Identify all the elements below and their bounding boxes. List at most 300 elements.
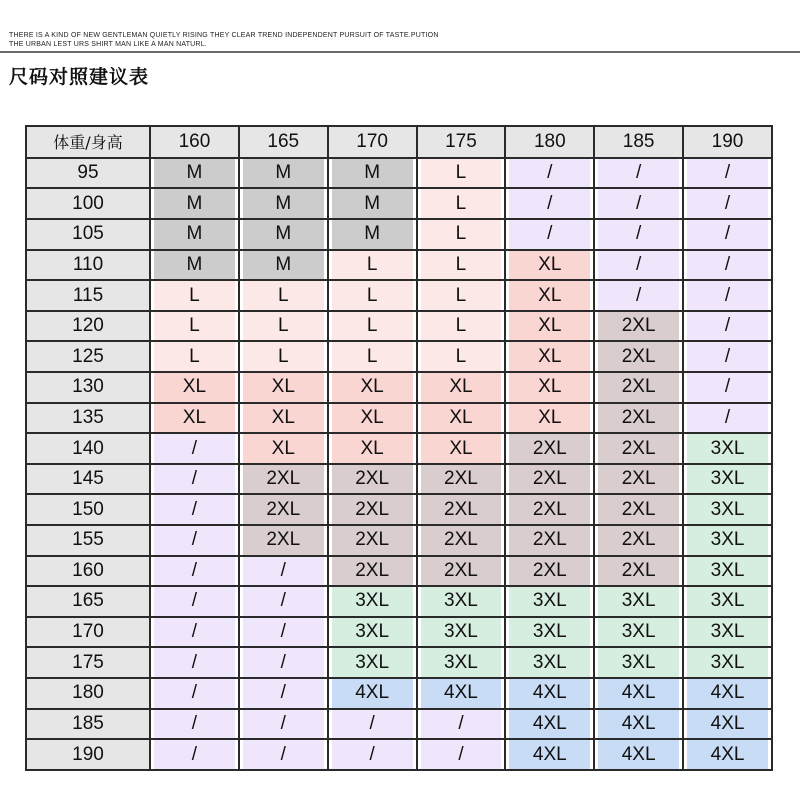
size-cell (683, 617, 772, 648)
size-value: M (243, 159, 324, 188)
size-cell (505, 158, 594, 189)
size-cell (328, 678, 417, 709)
header-divider (0, 51, 800, 53)
size-cell (239, 280, 328, 311)
table-row (26, 311, 772, 342)
weight-header (26, 158, 150, 189)
size-cell (150, 280, 239, 311)
weight-header (26, 464, 150, 495)
size-value: 3XL (509, 648, 590, 677)
size-cell (683, 311, 772, 342)
size-value: L (421, 342, 502, 371)
weight-header (26, 586, 150, 617)
table-row (26, 403, 772, 434)
size-value: 3XL (332, 648, 413, 677)
size-cell (417, 433, 506, 464)
size-cell (150, 494, 239, 525)
header-row (26, 126, 772, 158)
size-value: M (243, 189, 324, 218)
height-header (417, 126, 506, 158)
size-cell (505, 311, 594, 342)
table-row (26, 739, 772, 770)
size-cell (594, 403, 683, 434)
size-cell (417, 709, 506, 740)
size-value: XL (332, 434, 413, 463)
size-cell (239, 494, 328, 525)
size-cell (417, 250, 506, 281)
size-value: / (687, 220, 768, 249)
size-cell (683, 250, 772, 281)
size-cell (683, 219, 772, 250)
size-cell (594, 280, 683, 311)
size-cell (505, 403, 594, 434)
size-value: / (598, 189, 679, 218)
size-cell (328, 433, 417, 464)
size-value: 4XL (598, 679, 679, 708)
table-row (26, 556, 772, 587)
table-row (26, 647, 772, 678)
size-value: 4XL (332, 679, 413, 708)
height-label: 160 (178, 130, 211, 152)
size-value: / (243, 648, 324, 677)
size-cell (328, 494, 417, 525)
size-value: L (421, 159, 502, 188)
size-cell (150, 158, 239, 189)
size-cell (683, 494, 772, 525)
size-value: M (243, 251, 324, 280)
size-cell (417, 158, 506, 189)
height-header (328, 126, 417, 158)
table-row (26, 341, 772, 372)
size-value: / (687, 189, 768, 218)
weight-header (26, 494, 150, 525)
weight-header (26, 709, 150, 740)
size-value: M (332, 189, 413, 218)
size-cell (239, 219, 328, 250)
weight-label: 165 (72, 590, 104, 612)
size-cell (417, 219, 506, 250)
size-cell (328, 556, 417, 587)
size-cell (417, 372, 506, 403)
table-row (26, 280, 772, 311)
table-row (26, 250, 772, 281)
weight-label: 100 (72, 192, 104, 214)
weight-label: 115 (72, 284, 104, 306)
size-value: M (332, 159, 413, 188)
size-value: XL (332, 404, 413, 433)
size-value: 3XL (421, 618, 502, 647)
size-cell (150, 617, 239, 648)
size-cell (683, 433, 772, 464)
size-cell (417, 739, 506, 770)
tagline-line-2: THE URBAN LEST URS SHIRT MAN LIKE A MAN NATURL. (9, 41, 207, 48)
size-cell (150, 372, 239, 403)
table-row (26, 464, 772, 495)
size-value: L (421, 220, 502, 249)
size-cell (505, 433, 594, 464)
size-cell (150, 219, 239, 250)
size-cell (150, 403, 239, 434)
size-value: XL (332, 373, 413, 402)
size-cell (239, 403, 328, 434)
size-cell (150, 250, 239, 281)
corner-header (26, 126, 150, 158)
size-value: 3XL (687, 495, 768, 524)
size-value: 4XL (687, 710, 768, 739)
size-value: 2XL (598, 312, 679, 341)
size-value: XL (154, 404, 235, 433)
weight-header (26, 219, 150, 250)
size-cell (505, 188, 594, 219)
size-cell (683, 586, 772, 617)
size-value: XL (421, 434, 502, 463)
size-cell (239, 586, 328, 617)
size-value: L (243, 312, 324, 341)
weight-label: 185 (72, 712, 104, 734)
size-value: / (154, 710, 235, 739)
weight-header (26, 341, 150, 372)
size-value: 3XL (687, 526, 768, 555)
size-cell (417, 678, 506, 709)
size-value: 3XL (598, 648, 679, 677)
size-cell (505, 617, 594, 648)
size-cell (239, 678, 328, 709)
height-header (683, 126, 772, 158)
size-value: L (332, 251, 413, 280)
size-cell (594, 158, 683, 189)
size-cell (239, 617, 328, 648)
size-value: 3XL (687, 557, 768, 586)
table-row (26, 219, 772, 250)
table-row (26, 617, 772, 648)
size-value: M (154, 251, 235, 280)
size-value: 2XL (421, 465, 502, 494)
size-cell (417, 280, 506, 311)
table-row (26, 525, 772, 556)
size-value: XL (509, 342, 590, 371)
size-cell (239, 556, 328, 587)
size-cell (594, 188, 683, 219)
table-row (26, 158, 772, 189)
size-cell (150, 464, 239, 495)
size-cell (328, 647, 417, 678)
size-cell (328, 341, 417, 372)
size-cell (417, 617, 506, 648)
size-value: 4XL (509, 679, 590, 708)
size-cell (594, 372, 683, 403)
size-cell (328, 311, 417, 342)
size-value: 4XL (598, 710, 679, 739)
size-value: / (509, 189, 590, 218)
table-row (26, 372, 772, 403)
size-cell (683, 372, 772, 403)
size-value: 4XL (687, 679, 768, 708)
size-cell (239, 647, 328, 678)
weight-label: 110 (72, 253, 104, 275)
size-cell (683, 525, 772, 556)
size-value: / (421, 710, 502, 739)
weight-header (26, 250, 150, 281)
size-value: 2XL (598, 373, 679, 402)
size-cell (505, 678, 594, 709)
tagline-line-1: THERE IS A KIND OF NEW GENTLEMAN QUIETLY RISING THEY CLEAR TREND INDEPENDENT PURSUIT OF TASTE.PUTION (9, 32, 439, 39)
size-cell (239, 709, 328, 740)
size-value: 3XL (687, 434, 768, 463)
size-value: / (154, 557, 235, 586)
height-label: 165 (267, 130, 300, 152)
size-cell (150, 739, 239, 770)
size-cell (505, 709, 594, 740)
size-value: / (243, 710, 324, 739)
size-value: XL (509, 251, 590, 280)
page-title: 尺码对照建议表 (9, 66, 150, 88)
weight-label: 130 (72, 376, 104, 398)
size-cell (150, 433, 239, 464)
size-cell (328, 464, 417, 495)
weight-header (26, 647, 150, 678)
size-cell (594, 739, 683, 770)
size-value: 2XL (598, 495, 679, 524)
size-cell (417, 525, 506, 556)
size-cell (239, 158, 328, 189)
corner-label: 体重/身高 (53, 133, 123, 153)
size-cell (328, 372, 417, 403)
size-value: XL (509, 312, 590, 341)
size-value: XL (509, 404, 590, 433)
size-value: / (687, 281, 768, 310)
size-cell (683, 158, 772, 189)
height-label: 190 (711, 130, 744, 152)
size-value: 3XL (509, 587, 590, 616)
size-cell (594, 525, 683, 556)
size-value: 2XL (509, 495, 590, 524)
weight-header (26, 617, 150, 648)
table-row (26, 188, 772, 219)
size-chart-table (25, 125, 773, 771)
size-value: 2XL (598, 404, 679, 433)
size-value: XL (243, 404, 324, 433)
weight-label: 105 (72, 223, 104, 245)
size-value: XL (421, 404, 502, 433)
size-value: 2XL (332, 557, 413, 586)
size-cell (594, 617, 683, 648)
size-value: 4XL (598, 740, 679, 769)
size-value: L (332, 312, 413, 341)
size-cell (239, 464, 328, 495)
table-row (26, 494, 772, 525)
size-cell (594, 341, 683, 372)
size-value: 4XL (509, 740, 590, 769)
size-cell (239, 250, 328, 281)
weight-label: 145 (72, 468, 104, 490)
size-value: L (421, 251, 502, 280)
size-cell (239, 433, 328, 464)
size-cell (150, 188, 239, 219)
size-value: / (154, 679, 235, 708)
size-cell (594, 494, 683, 525)
size-value: L (421, 189, 502, 218)
size-value: 2XL (598, 465, 679, 494)
size-value: 4XL (687, 740, 768, 769)
table-row (26, 586, 772, 617)
size-value: / (687, 251, 768, 280)
size-value: / (154, 495, 235, 524)
size-cell (417, 311, 506, 342)
size-cell (328, 219, 417, 250)
size-value: 2XL (509, 557, 590, 586)
size-cell (150, 556, 239, 587)
size-cell (594, 709, 683, 740)
size-value: 2XL (598, 342, 679, 371)
size-value: / (154, 526, 235, 555)
size-cell (683, 739, 772, 770)
size-value: 2XL (598, 557, 679, 586)
size-value: 2XL (243, 526, 324, 555)
weight-label: 160 (72, 559, 104, 581)
size-value: 2XL (598, 526, 679, 555)
size-value: / (154, 618, 235, 647)
size-value: L (154, 342, 235, 371)
size-cell (328, 280, 417, 311)
size-value: 2XL (332, 495, 413, 524)
table-row (26, 678, 772, 709)
weight-label: 95 (77, 162, 99, 184)
size-cell (239, 372, 328, 403)
size-value: 3XL (598, 618, 679, 647)
size-value: L (154, 312, 235, 341)
size-value: M (154, 159, 235, 188)
size-value: / (243, 740, 324, 769)
size-cell (417, 586, 506, 617)
size-value: / (154, 740, 235, 769)
size-cell (505, 250, 594, 281)
size-value: XL (243, 373, 324, 402)
size-cell (594, 311, 683, 342)
height-header (594, 126, 683, 158)
size-cell (417, 188, 506, 219)
size-cell (417, 556, 506, 587)
height-label: 185 (622, 130, 655, 152)
height-header (150, 126, 239, 158)
size-value: 2XL (509, 465, 590, 494)
size-cell (594, 678, 683, 709)
size-value: XL (154, 373, 235, 402)
size-value: L (421, 312, 502, 341)
height-label: 175 (445, 130, 477, 152)
size-cell (505, 556, 594, 587)
size-cell (505, 586, 594, 617)
size-value: XL (421, 373, 502, 402)
size-value: 4XL (421, 679, 502, 708)
size-cell (505, 372, 594, 403)
size-cell (505, 280, 594, 311)
size-value: 2XL (509, 434, 590, 463)
size-value: / (598, 281, 679, 310)
size-value: / (154, 648, 235, 677)
height-label: 180 (533, 130, 566, 152)
size-value: 3XL (598, 587, 679, 616)
size-value: M (154, 189, 235, 218)
size-value: / (154, 465, 235, 494)
size-cell (505, 525, 594, 556)
weight-header (26, 433, 150, 464)
size-cell (239, 739, 328, 770)
weight-header (26, 556, 150, 587)
weight-header (26, 678, 150, 709)
weight-header (26, 739, 150, 770)
size-cell (150, 341, 239, 372)
size-value: L (154, 281, 235, 310)
size-cell (328, 403, 417, 434)
size-value: / (154, 434, 235, 463)
size-cell (594, 250, 683, 281)
size-value: 2XL (421, 557, 502, 586)
weight-header (26, 525, 150, 556)
size-cell (328, 250, 417, 281)
brand-tagline (9, 31, 439, 49)
size-value: / (243, 679, 324, 708)
weight-label: 125 (72, 345, 104, 367)
size-cell (239, 188, 328, 219)
size-value: / (243, 557, 324, 586)
size-value: L (243, 281, 324, 310)
size-cell (505, 219, 594, 250)
weight-label: 190 (72, 743, 104, 765)
size-cell (594, 556, 683, 587)
height-header (505, 126, 594, 158)
height-label: 170 (356, 130, 388, 152)
size-value: / (598, 251, 679, 280)
size-value: / (332, 710, 413, 739)
size-cell (150, 678, 239, 709)
size-cell (150, 709, 239, 740)
size-value: 3XL (687, 618, 768, 647)
size-value: L (243, 342, 324, 371)
size-value: L (332, 281, 413, 310)
size-cell (328, 709, 417, 740)
size-value: / (687, 312, 768, 341)
size-value: 3XL (421, 648, 502, 677)
size-value: / (332, 740, 413, 769)
size-value: / (243, 618, 324, 647)
size-cell (150, 647, 239, 678)
size-cell (417, 494, 506, 525)
size-cell (328, 158, 417, 189)
size-cell (328, 739, 417, 770)
size-value: 3XL (687, 648, 768, 677)
size-cell (417, 647, 506, 678)
size-value: 3XL (687, 465, 768, 494)
weight-header (26, 311, 150, 342)
weight-label: 155 (72, 529, 104, 551)
size-cell (683, 403, 772, 434)
size-cell (239, 341, 328, 372)
size-cell (150, 586, 239, 617)
size-value: 3XL (421, 587, 502, 616)
size-cell (683, 709, 772, 740)
size-value: / (509, 220, 590, 249)
size-value: / (687, 373, 768, 402)
size-cell (594, 464, 683, 495)
size-value: XL (243, 434, 324, 463)
size-cell (417, 464, 506, 495)
size-value: / (421, 740, 502, 769)
size-value: 2XL (421, 495, 502, 524)
size-cell (505, 739, 594, 770)
size-cell (505, 647, 594, 678)
size-value: / (687, 159, 768, 188)
size-value: M (243, 220, 324, 249)
